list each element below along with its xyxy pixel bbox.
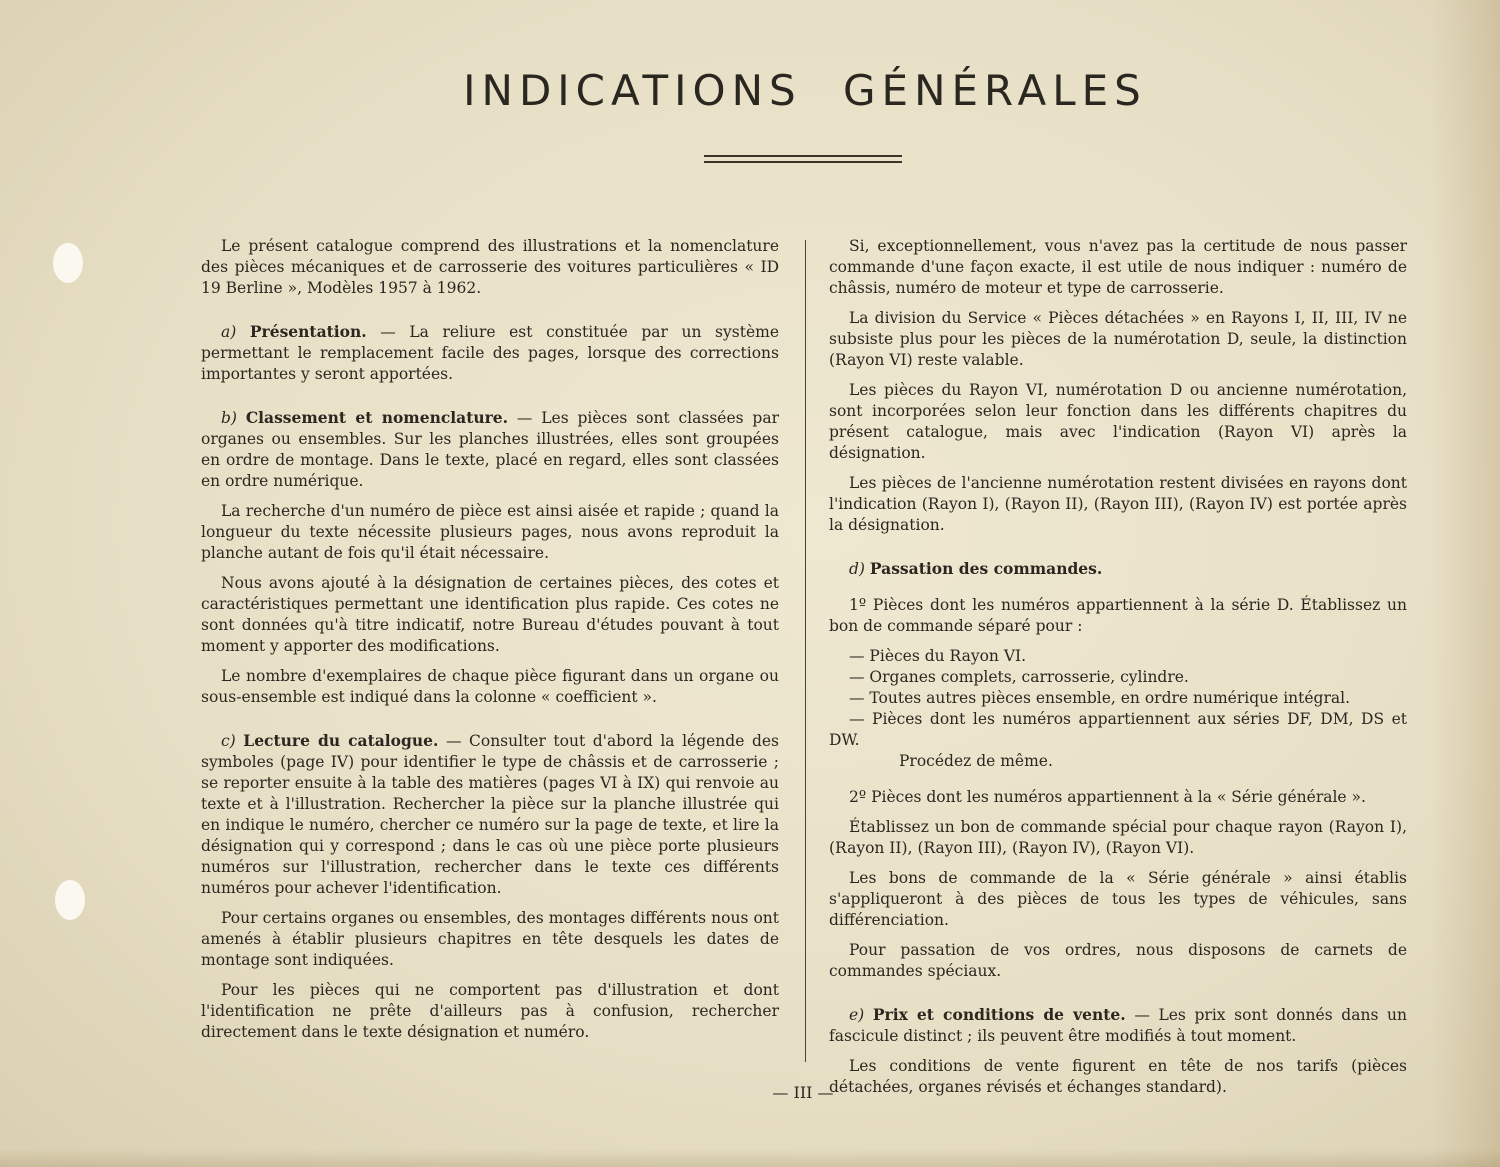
- punch-hole-top: [53, 243, 83, 283]
- section-b-text: — Les pièces sont classées par organes ou ensembles. Sur les planches illustrées, elles sont groupées en ordre de montage. Dans le texte, placé en regard, elles sont classées en ordre numérique.: [201, 409, 779, 490]
- section-e-heading: Prix et conditions de vente.: [872, 1005, 1126, 1024]
- section-c-letter: c): [221, 732, 236, 750]
- column-divider: [805, 240, 806, 1062]
- page-number: — III —: [772, 1083, 834, 1102]
- section-a-text: — La reliure est constituée par un système permettant le remplacement facile des pages, lorsque des corrections importantes y seront apportées.: [201, 323, 779, 383]
- paragraph-bons: Les bons de commande de la « Série générale » ainsi établis s'appliqueront à des pièces de tous les types de véhicules, sans différenciation.: [829, 869, 1407, 929]
- page-title: INDICATIONS GÉNÉRALES: [463, 66, 1147, 115]
- section-c-heading: Lecture du catalogue.: [243, 731, 439, 750]
- list-item: — Toutes autres pièces ensemble, en ordre numérique intégral.: [849, 689, 1351, 707]
- paragraph-recherche: La recherche d'un numéro de pièce est ainsi aisée et rapide ; quand la longueur du texte nécessite plusieurs pages, nous avons reproduit la planche autant de fois qu'il était nécessaire.: [201, 502, 779, 562]
- section-c: [201, 730, 779, 899]
- section-b-heading: Classement et nomenclature.: [245, 408, 509, 427]
- page-bottom-shadow: [0, 1149, 1500, 1167]
- paragraph-ajoute: Nous avons ajouté à la désignation de certaines pièces, des cotes et caractéristiques permettant une identification plus rapide. Ces cotes ne sont données qu'à titre indicatif, notre Bureau d'études pouvant à tout moment y apporter des modifications.: [201, 574, 779, 655]
- section-d-letter: d): [849, 560, 865, 578]
- paragraph-rayon6: Les pièces du Rayon VI, numérotation D ou ancienne numérotation, sont incorporées selon leur fonction dans les différents chapitres du présent catalogue, mais avec l'indication (Rayon VI) après la désignation.: [829, 381, 1407, 462]
- paragraph-serie-d: 1º Pièces dont les numéros appartiennent à la série D. Établissez un bon de commande séparé pour :: [829, 596, 1407, 635]
- paragraph-division: La division du Service « Pièces détachées » en Rayons I, II, III, IV ne subsiste plus pour les pièces de la numérotation D, seule, la distinction (Rayon VI) reste valable.: [829, 309, 1407, 369]
- section-a-heading: Présentation.: [249, 322, 367, 341]
- section-a-letter: a): [221, 323, 237, 341]
- section-e-letter: e): [849, 1006, 865, 1024]
- paragraph-etablissez: Établissez un bon de commande spécial pour chaque rayon (Rayon I), (Rayon II), (Rayon III), (Rayon IV), (Rayon VI).: [829, 818, 1407, 857]
- paragraph-nombre: Le nombre d'exemplaires de chaque pièce figurant dans un organe ou sous-ensemble est indiqué dans la colonne « coefficient ».: [201, 667, 779, 706]
- title-divider: [704, 155, 902, 163]
- paragraph-serie-generale: 2º Pièces dont les numéros appartiennent à la « Série générale ».: [849, 788, 1366, 806]
- paragraph-passation: Pour passation de vos ordres, nous disposons de carnets de commandes spéciaux.: [829, 941, 1407, 980]
- paragraph-pieces: Pour les pièces qui ne comportent pas d'illustration et dont l'identification ne prête d'ailleurs pas à confusion, rechercher directement dans le texte désignation et numéro.: [201, 981, 779, 1041]
- section-e-text: — Les prix sont donnés dans un fascicule distinct ; ils peuvent être modifiés à tout moment.: [829, 1006, 1407, 1045]
- section-d-heading: Passation des commandes.: [869, 559, 1103, 578]
- section-e: [829, 1004, 1407, 1047]
- right-column: [829, 236, 1407, 1098]
- paragraph-certains: Pour certains organes ou ensembles, des montages différents nous ont amenés à établir plusieurs chapitres en tête desquels les dates de montage sont indiquées.: [201, 909, 779, 969]
- paragraph-ancienne: Les pièces de l'ancienne numérotation restent divisées en rayons dont l'indication (Rayon I), (Rayon II), (Rayon III), (Rayon IV) est portée après la désignation.: [829, 474, 1407, 534]
- list-item: — Pièces du Rayon VI.: [849, 647, 1027, 665]
- left-column: [201, 236, 779, 1043]
- section-b: [201, 407, 779, 492]
- list-item: — Pièces dont les numéros appartiennent aux séries DF, DM, DS et DW.: [829, 710, 1407, 749]
- page-edge-shadow: [1430, 0, 1500, 1167]
- paragraph-conditions: Les conditions de vente figurent en tête de nos tarifs (pièces détachées, organes révisés et échanges standard).: [829, 1057, 1407, 1096]
- punch-hole-bottom: [55, 880, 85, 920]
- section-a: [201, 321, 779, 385]
- list-item: — Organes complets, carrosserie, cylindre.: [849, 668, 1189, 686]
- paragraph-si: Si, exceptionnellement, vous n'avez pas la certitude de nous passer commande d'une façon exacte, il est utile de nous indiquer : numéro de châssis, numéro de moteur et type de carrosserie.: [829, 237, 1407, 297]
- section-c-text: — Consulter tout d'abord la légende des symboles (page IV) pour identifier le type de châssis et de carrosserie ; se reporter ensuite à la table des matières (pages VI à IX) qui renvoie au texte et à l'illustration. Rechercher la pièce sur la planche illustrée qui en indique le numéro, chercher ce numéro sur la page de texte, et lire la désignation qui y correspond ; dans le cas où une pièce porte plusieurs numéros sur l'illustration, rechercher dans le texte ces différents numéros pour achever l'identification.: [201, 732, 779, 897]
- procedez-line: Procédez de même.: [899, 752, 1053, 770]
- section-d: [829, 558, 1407, 580]
- section-b-letter: b): [221, 409, 237, 427]
- intro-paragraph: Le présent catalogue comprend des illustrations et la nomenclature des pièces mécaniques et de carrosserie des voitures particulières « ID 19 Berline », Modèles 1957 à 1962.: [201, 237, 779, 297]
